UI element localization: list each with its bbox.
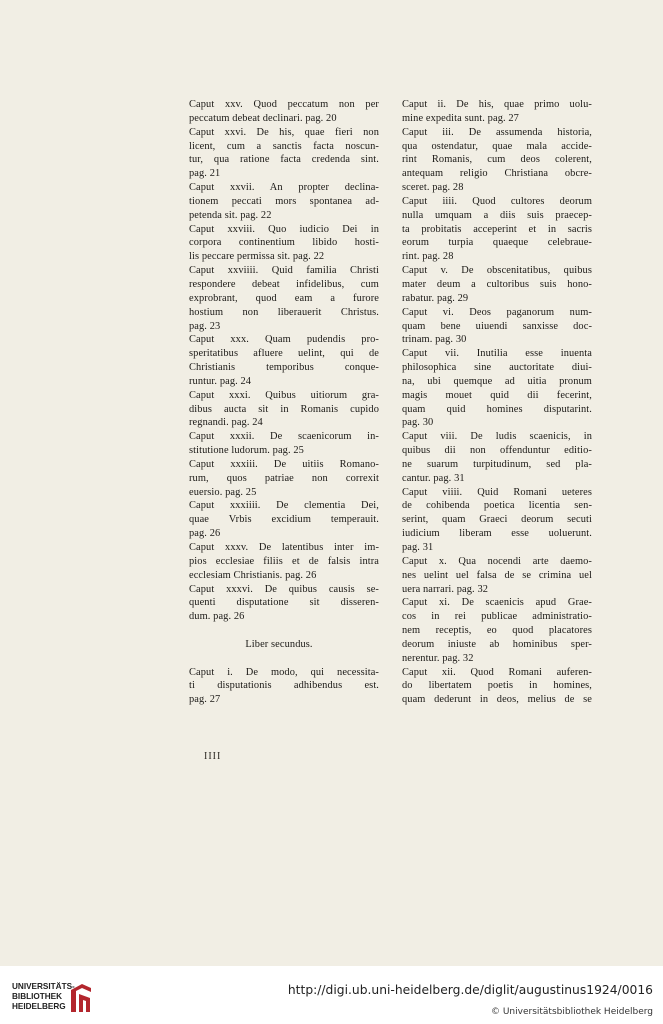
- toc-line: Caput v. De obscenitatibus, quibus: [402, 265, 592, 277]
- spacer: [189, 652, 379, 666]
- toc-line: Caput xxv. Quod peccatum non per: [189, 99, 379, 110]
- toc-line: rint. pag. 28: [402, 251, 454, 263]
- toc-line: Caput vi. Deos paganorum num-: [402, 306, 592, 318]
- toc-line: do libertatem poetis in homines,: [402, 680, 592, 692]
- toc-line: nem receptis, eo quod placatores: [402, 625, 592, 637]
- toc-line: rint Romanis, cum deos colerent,: [402, 154, 592, 166]
- toc-line: nerentur. pag. 32: [402, 652, 474, 664]
- spacer: [189, 624, 379, 638]
- toc-line: Caput xxvi. De his, quae fieri non: [189, 126, 379, 138]
- toc-line: Caput xxxii. De scaenicorum in-: [189, 431, 379, 443]
- toc-line: cantur. pag. 31: [402, 472, 465, 484]
- toc-line: petenda sit. pag. 22: [189, 209, 272, 221]
- toc-line: pag. 26: [189, 528, 221, 540]
- toc-line: regnandi. pag. 24: [189, 417, 263, 429]
- toc-line: Caput viii. De ludis scaenicis, in: [402, 431, 592, 443]
- toc-line: Caput xxxiiii. De clementia Dei,: [189, 500, 379, 512]
- toc-line: trinam. pag. 30: [402, 334, 467, 346]
- toc-line: quae Vrbis excidium temperauit.: [189, 514, 379, 526]
- toc-line: Caput ii. De his, quae primo uolu-: [402, 99, 592, 110]
- toc-line: cos in rei publicae administratio-: [402, 611, 592, 623]
- toc-line: speritatibus afluere uelint, qui de: [189, 348, 379, 360]
- toc-line: ta probitatis acceperint et in sacris: [402, 223, 592, 235]
- toc-line: Caput xxviii. Quo iudicio Dei in: [189, 223, 379, 235]
- logo-line: UNIVERSITÄTS-: [12, 982, 75, 991]
- toc-line: deorum iniuste ab hominibus sper-: [402, 638, 592, 650]
- toc-line: Caput xii. Quod Romani auferen-: [402, 666, 592, 678]
- toc-line: Caput xxvii. An propter declina-: [189, 182, 379, 194]
- toc-line: Caput iiii. Quod cultores deorum: [402, 195, 592, 207]
- toc-line: Caput xxxiii. De uitiis Romano-: [189, 458, 379, 470]
- toc-line: nulla umquam a diis suis praecep-: [402, 209, 592, 221]
- copyright-text: © Universitätsbibliothek Heidelberg: [490, 1007, 653, 1017]
- toc-line: magis mouet quid dii fecerint,: [402, 389, 592, 401]
- toc-line: Caput vii. Inutilia esse inuenta: [402, 348, 592, 360]
- logo-line: BIBLIOTHEK: [12, 992, 63, 1001]
- toc-line: lis peccare permissa sit. pag. 22: [189, 251, 325, 263]
- toc-line: Caput i. De modo, qui necessita-: [189, 666, 379, 678]
- toc-line: stitutione ludorum. pag. 25: [189, 445, 304, 457]
- toc-line: Caput x. Qua nocendi arte daemo-: [402, 555, 592, 567]
- page-number: IIII: [204, 751, 222, 762]
- source-url-link[interactable]: http://digi.ub.uni-heidelberg.de/diglit/augustinus1924/0016: [287, 983, 653, 997]
- toc-line: uera narrari. pag. 32: [402, 583, 489, 595]
- toc-line: quenti disputatione sit disseren-: [189, 597, 379, 609]
- toc-line: mine expedita sunt. pag. 27: [402, 112, 519, 124]
- toc-line: pios ecclesiae filiis et de falsis intra: [189, 555, 379, 567]
- toc-line: quam quid homines disputarint.: [402, 403, 592, 415]
- toc-line: dum. pag. 26: [189, 611, 245, 623]
- logo-text: [12, 982, 75, 1012]
- toc-line: Caput xi. De scaenicis apud Grae-: [402, 597, 592, 609]
- toc-line: ne suarum turpitudinum, sed pla-: [402, 458, 592, 470]
- toc-line: eorum turpia quaeque celebraue-: [402, 237, 592, 249]
- toc-line: runtur. pag. 24: [189, 375, 252, 387]
- toc-line: rum, quos patriae non correxit: [189, 472, 379, 484]
- toc-line: respondere debeat infidelibus, cum: [189, 278, 379, 290]
- toc-line: hostium non liberauerit Christus.: [189, 306, 379, 318]
- toc-line: pag. 31: [402, 542, 434, 553]
- toc-line: de cohibenda poetica licentia sen-: [402, 500, 592, 512]
- toc-line: Caput iii. De assumenda historia,: [402, 126, 592, 138]
- toc-line: Caput xxxv. De latentibus inter im-: [189, 542, 379, 553]
- toc-line: philosophica sine auctoritate diui-: [402, 362, 592, 374]
- toc-line: euersio. pag. 25: [189, 486, 257, 498]
- toc-line: dibus aucta sit in Romanis cupido: [189, 403, 379, 415]
- toc-line: peccatum debeat declinari. pag. 20: [189, 112, 337, 124]
- toc-line: Christianis temporibus conque-: [189, 362, 379, 374]
- toc-line: quibus dii non offenduntur editio-: [402, 445, 592, 457]
- toc-line: licent, cum a sanctis facta noscun-: [189, 140, 379, 152]
- right-column: [402, 98, 592, 707]
- toc-line: exprobrant, quod eam a furore: [189, 292, 379, 304]
- toc-line: pag. 27: [189, 694, 221, 706]
- toc-line: iudicium liberam esse uoluerunt.: [402, 528, 592, 540]
- toc-line: ecclesiam Christianis. pag. 26: [189, 569, 317, 581]
- toc-line: rabatur. pag. 29: [402, 292, 469, 304]
- toc-line: pag. 23: [189, 320, 221, 332]
- toc-line: nes uelint uel falsa de se crimina uel: [402, 569, 592, 581]
- logo-line: HEIDELBERG: [12, 1002, 66, 1011]
- toc-line: pag. 21: [189, 168, 221, 180]
- toc-line: tionem peccati mors spontanea ad-: [189, 195, 379, 207]
- toc-line: Caput xxxi. Quibus uitiorum gra-: [189, 389, 379, 401]
- book-heading: Liber secundus.: [245, 638, 313, 650]
- toc-line: antequam religio Christiana obcre-: [402, 168, 592, 180]
- toc-line: corpora continentium libido hosti-: [189, 237, 379, 249]
- library-logo[interactable]: [6, 982, 96, 1016]
- toc-line: Caput xxxvi. De quibus causis se-: [189, 583, 379, 595]
- toc-line: quam bene uiuendi sanxisse doc-: [402, 320, 592, 332]
- toc-line: na, ubi quemque ad uitia pronum: [402, 375, 592, 387]
- toc-line: serint, quam Graeci deorum secuti: [402, 514, 592, 526]
- toc-line: tur, qua ratione facta credenda sint.: [189, 154, 379, 166]
- toc-line: mater deum a cultoribus suis hono-: [402, 278, 592, 290]
- toc-line: quam dederunt in deos, melius de se: [402, 694, 592, 706]
- toc-line: pag. 30: [402, 417, 434, 429]
- toc-line: qua ostendatur, quae mala accide-: [402, 140, 592, 152]
- toc-line: Caput xxx. Quam pudendis pro-: [189, 334, 379, 346]
- toc-line: Caput viiii. Quid Romani ueteres: [402, 486, 592, 498]
- left-column: [189, 98, 379, 707]
- library-mark-icon: [68, 982, 94, 1014]
- toc-line: Caput xxviiii. Quid familia Christi: [189, 265, 379, 277]
- toc-line: ti disputationis adhibendus est.: [189, 680, 379, 692]
- toc-line: sceret. pag. 28: [402, 182, 464, 194]
